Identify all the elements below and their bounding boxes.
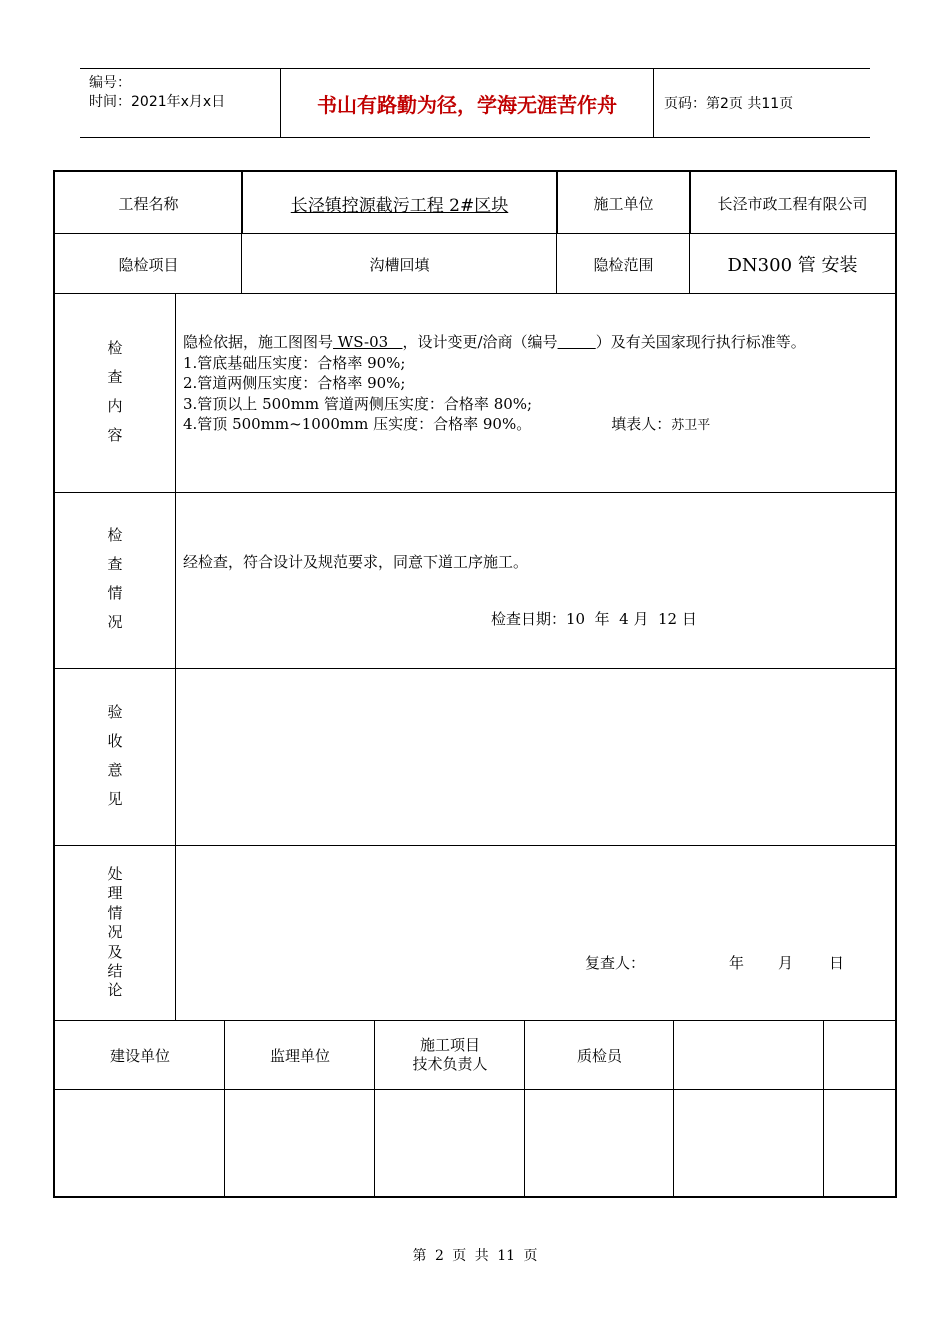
page-header <box>80 68 870 138</box>
sign-header-owner: 建设单位 <box>109 1046 170 1065</box>
handling-label-char: 及 <box>107 942 123 961</box>
handling-label <box>55 865 175 1001</box>
header-meta <box>80 69 281 137</box>
sign-cell-blank <box>674 1090 824 1196</box>
inspection-item-value: 沟槽回填 <box>369 255 430 274</box>
sign-header-tech-lead: 施工项目 技术负责人 <box>412 1036 488 1073</box>
content-item-text: 4.管顶 500mm~1000mm 压实度：合格率 90%。 <box>183 415 532 433</box>
content-label-char: 内 <box>107 397 123 415</box>
content-label <box>55 334 175 450</box>
sign-cell-quality-inspector <box>525 1090 674 1196</box>
basis-suffix: ）及有关国家现行执行标准等。 <box>595 333 806 351</box>
content-item: 2.管道两侧压实度：合格率 90%; <box>183 374 406 392</box>
handling-label-char: 况 <box>107 923 123 942</box>
content-item <box>183 414 893 437</box>
situation-label-char: 情 <box>107 584 123 602</box>
drawing-number: WS-03 <box>333 333 403 351</box>
content-label-char: 查 <box>107 368 123 386</box>
content-item: 1.管底基础压实度：合格率 90%; <box>183 353 406 372</box>
acceptance-label-char: 验 <box>107 703 123 721</box>
basis-line <box>183 332 893 353</box>
situation-label-char: 检 <box>107 526 123 544</box>
inspection-item-label: 隐检项目 <box>118 255 179 274</box>
construction-unit-label: 施工单位 <box>593 194 654 213</box>
page-info: 页码：第2页 共11页 <box>664 96 794 112</box>
acceptance-label <box>55 698 175 814</box>
inspection-scope-value: DN300 管 安装 <box>727 255 858 276</box>
page-footer: 第 2 页 共 11 页 <box>412 1248 538 1264</box>
handling-label-char: 论 <box>107 981 123 1000</box>
handling-label-char: 理 <box>107 884 123 903</box>
content-label-char: 容 <box>107 426 123 444</box>
sign-cell-supervisor <box>225 1090 375 1196</box>
inspection-scope-label: 隐检范围 <box>593 255 654 274</box>
handling-label-char: 情 <box>107 903 123 922</box>
situation-label-char: 查 <box>107 555 123 573</box>
motto: 书山有路勤为径，学海无涯苦作舟 <box>281 69 654 137</box>
sign-cell-tech-lead <box>375 1090 525 1196</box>
basis-prefix: 隐检依据，施工图图号 <box>183 333 334 351</box>
sign-header-blank <box>674 1021 824 1089</box>
review-month: 月 <box>778 954 794 972</box>
review-year: 年 <box>729 954 745 972</box>
sign-header-supervisor: 监理单位 <box>269 1046 330 1065</box>
content-item: 3.管顶以上 500mm 管道两侧压实度：合格率 80%; <box>183 394 533 413</box>
basis-middle: ，设计变更/洽商（编号 <box>402 333 558 351</box>
project-name-text: 长泾镇控源截污工程 2#区块 <box>290 195 509 216</box>
acceptance-label-char: 意 <box>107 761 123 779</box>
sign-header-quality-inspector: 质检员 <box>576 1046 622 1065</box>
content-label-char: 检 <box>107 339 123 357</box>
construction-unit-value: 长泾市政工程有限公司 <box>717 194 868 213</box>
acceptance-label-char: 见 <box>107 790 123 808</box>
handling-label-char: 结 <box>107 962 123 981</box>
project-name-value <box>242 172 557 234</box>
situation-text: 经检查，符合设计及规范要求，同意下道工序施工。 <box>183 553 529 571</box>
reviewer-label: 复查人： <box>585 954 646 972</box>
review-day: 日 <box>829 954 845 972</box>
change-number <box>558 333 596 351</box>
acceptance-label-char: 收 <box>107 732 123 750</box>
project-name-label: 工程名称 <box>118 194 179 213</box>
time-label: 时间：2021年x月x日 <box>89 94 226 110</box>
situation-label <box>55 521 175 637</box>
filler-label: 填表人： <box>611 415 672 433</box>
handling-label-char: 处 <box>107 865 123 883</box>
situation-label-char: 况 <box>107 613 123 631</box>
number-label: 编号： <box>89 75 131 91</box>
filler-name: 苏卫平 <box>671 418 711 433</box>
inspection-form <box>53 170 897 1198</box>
content-body <box>183 332 893 437</box>
sign-cell-owner <box>55 1090 225 1196</box>
inspection-date: 检查日期：10 年 4 月 12 日 <box>491 610 697 628</box>
